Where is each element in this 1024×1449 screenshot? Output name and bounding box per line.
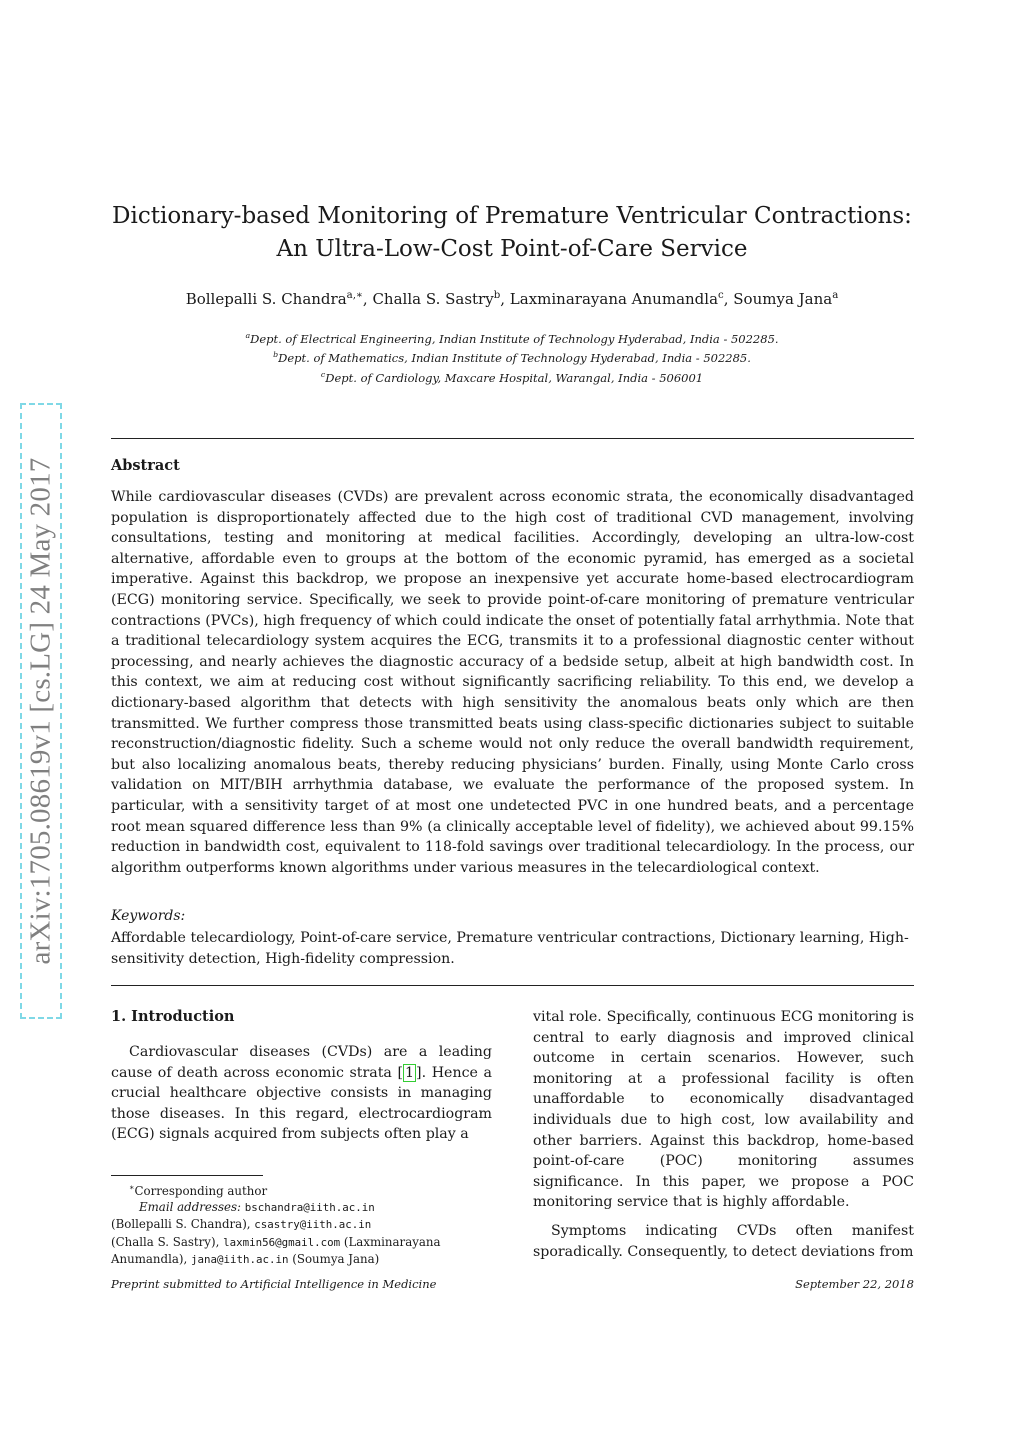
email-link[interactable]: jana@iith.ac.in — [191, 1252, 289, 1266]
affiliation: $^c$Dept. of Cardiology, Maxcare Hospital, Warangal, India - 506001 — [320, 369, 704, 385]
keywords-list: Affordable telecardiology, Point-of-care service, Premature ventricular contractions, Dictionary learning, High-sensitivity detection, High-fidelity compression. — [111, 930, 909, 967]
affiliations — [0, 328, 1024, 386]
section-heading-introduction: 1. Introduction — [111, 1008, 235, 1025]
top-rule — [111, 438, 914, 439]
email-addresses: Email addresses: bschandra@iith.ac.in (Bollepalli S. Chandra), csastry@iith.ac.in (Challa S. Sastry), laxmin56@gmail.com (Laxminarayana Anumandla), jana@iith.ac.in (Soumya Jana) — [111, 1200, 441, 1266]
author: Challa S. Sastry$^b$, — [372, 290, 510, 308]
affiliation: $^a$Dept. of Electrical Engineering, Indian Institute of Technology Hyderabad, India - 502285. — [245, 331, 779, 346]
author: Bollepalli S. Chandra$^{a,∗}$, — [185, 290, 373, 308]
abstract-heading: Abstract — [111, 457, 180, 474]
author: Laxminarayana Anumandla$^c$, — [509, 290, 734, 308]
intro-paragraph-continued: vital role. Specifically, continuous ECG monitoring is central to early diagnosis and improved clinical outcome in certain scenarios. However, such monitoring at a professional facility is often unaffordable to economically disadvantaged individuals due to high cost, low availability and other barriers. Against this backdrop, home-based point-of-care (POC) monitoring assumes significance. In this paper, we propose a POC monitoring service that is highly affordable. — [533, 1009, 914, 1211]
affiliation: $^b$Dept. of Mathematics, Indian Institute of Technology Hyderabad, India - 502285. — [273, 350, 751, 366]
intro-paragraph-2: Symptoms indicating CVDs often manifest sporadically. Consequently, to detect deviations from — [533, 1222, 914, 1260]
footer-journal: Preprint submitted to Artificial Intelligence in Medicine — [111, 1277, 437, 1291]
citation-link[interactable]: 1 — [405, 1064, 415, 1081]
corresponding-note: ∗Corresponding author — [129, 1183, 268, 1198]
intro-paragraph: Cardiovascular diseases (CVDs) are a leading cause of death across economic strata [ 1 ]. Hence a crucial healthcare objective consists in managing those diseases. In this regard, electrocardiogram (ECG) signals acquired from subjects often play a — [111, 1044, 492, 1143]
footnote-rule — [111, 1175, 263, 1176]
intro-left-column — [111, 1042, 492, 1145]
intro-right-column — [533, 1007, 914, 1270]
keywords-label: Keywords: — [111, 908, 186, 924]
footnote — [111, 1180, 492, 1268]
bottom-rule — [111, 985, 914, 986]
abstract-body: While cardiovascular diseases (CVDs) are prevalent across economic strata, the economically disadvantaged population is disproportionately affected due to the high cost of traditional CVD management, involving consultations, testing and monitoring at medical facilities. Accordingly, developing an ultra-low-cost alternative, affordable even to groups at the bottom of the economic pyramid, has emerged as a societal imperative. Against this backdrop, we propose an inexpensive yet accurate home-based electrocardiogram (ECG) monitoring service. Specifically, we seek to provide point-of-care monitoring of premature ventricular contractions (PVCs), high frequency of which could indicate the onset of potentially fatal arrhythmia. Note that a traditional telecardiology system acquires the ECG, transmits it to a professional diagnostic center without processing, and nearly achieves the diagnostic accuracy of a bedside setup, albeit at high bandwidth cost. In this context, we aim at reducing cost without significantly sacrificing reliability. To this end, we develop a dictionary-based algorithm that detects with high sensitivity the anomalous beats only which are then transmitted. We further compress those transmitted beats using class-specific dictionaries subject to suitable reconstruction/diagnostic fidelity. Such a scheme would not only reduce the overall bandwidth requirement, but also localizing anomalous beats, thereby reducing physicians’ burden. Finally, using Monte Carlo cross validation on MIT/BIH arrhythmia database, we evaluate the performance of the proposed system. In particular, with a sensitivity target of at most one undetected PVC in one hundred beats, and a percentage root mean squared difference less than 9% (a clinically acceptable level of fidelity), we achieved about 99.15% reduction in bandwidth cost, equivalent to 118-fold savings over traditional telecardiology. In the process, our algorithm outperforms known algorithms under various measures in the telecardiological context. — [111, 489, 914, 876]
paper-title — [0, 200, 1024, 266]
author-list — [0, 290, 1024, 308]
email-link[interactable]: csastry@iith.ac.in — [254, 1218, 372, 1232]
author: Soumya Jana$^a$ — [733, 290, 839, 308]
email-link[interactable]: laxmin56@gmail.com — [223, 1235, 341, 1249]
arxiv-id: arXiv:1705.08619v1 [cs.LG] 24 May 2017 — [24, 457, 57, 965]
email-link[interactable]: bschandra@iith.ac.in — [244, 1201, 375, 1215]
footer-date: September 22, 2018 — [795, 1277, 914, 1291]
title-line-2: An Ultra-Low-Cost Point-of-Care Service — [276, 236, 748, 262]
arxiv-stamp[interactable] — [20, 403, 62, 1019]
title-line-1: Dictionary-based Monitoring of Premature Ventricular Contractions: — [112, 203, 912, 229]
